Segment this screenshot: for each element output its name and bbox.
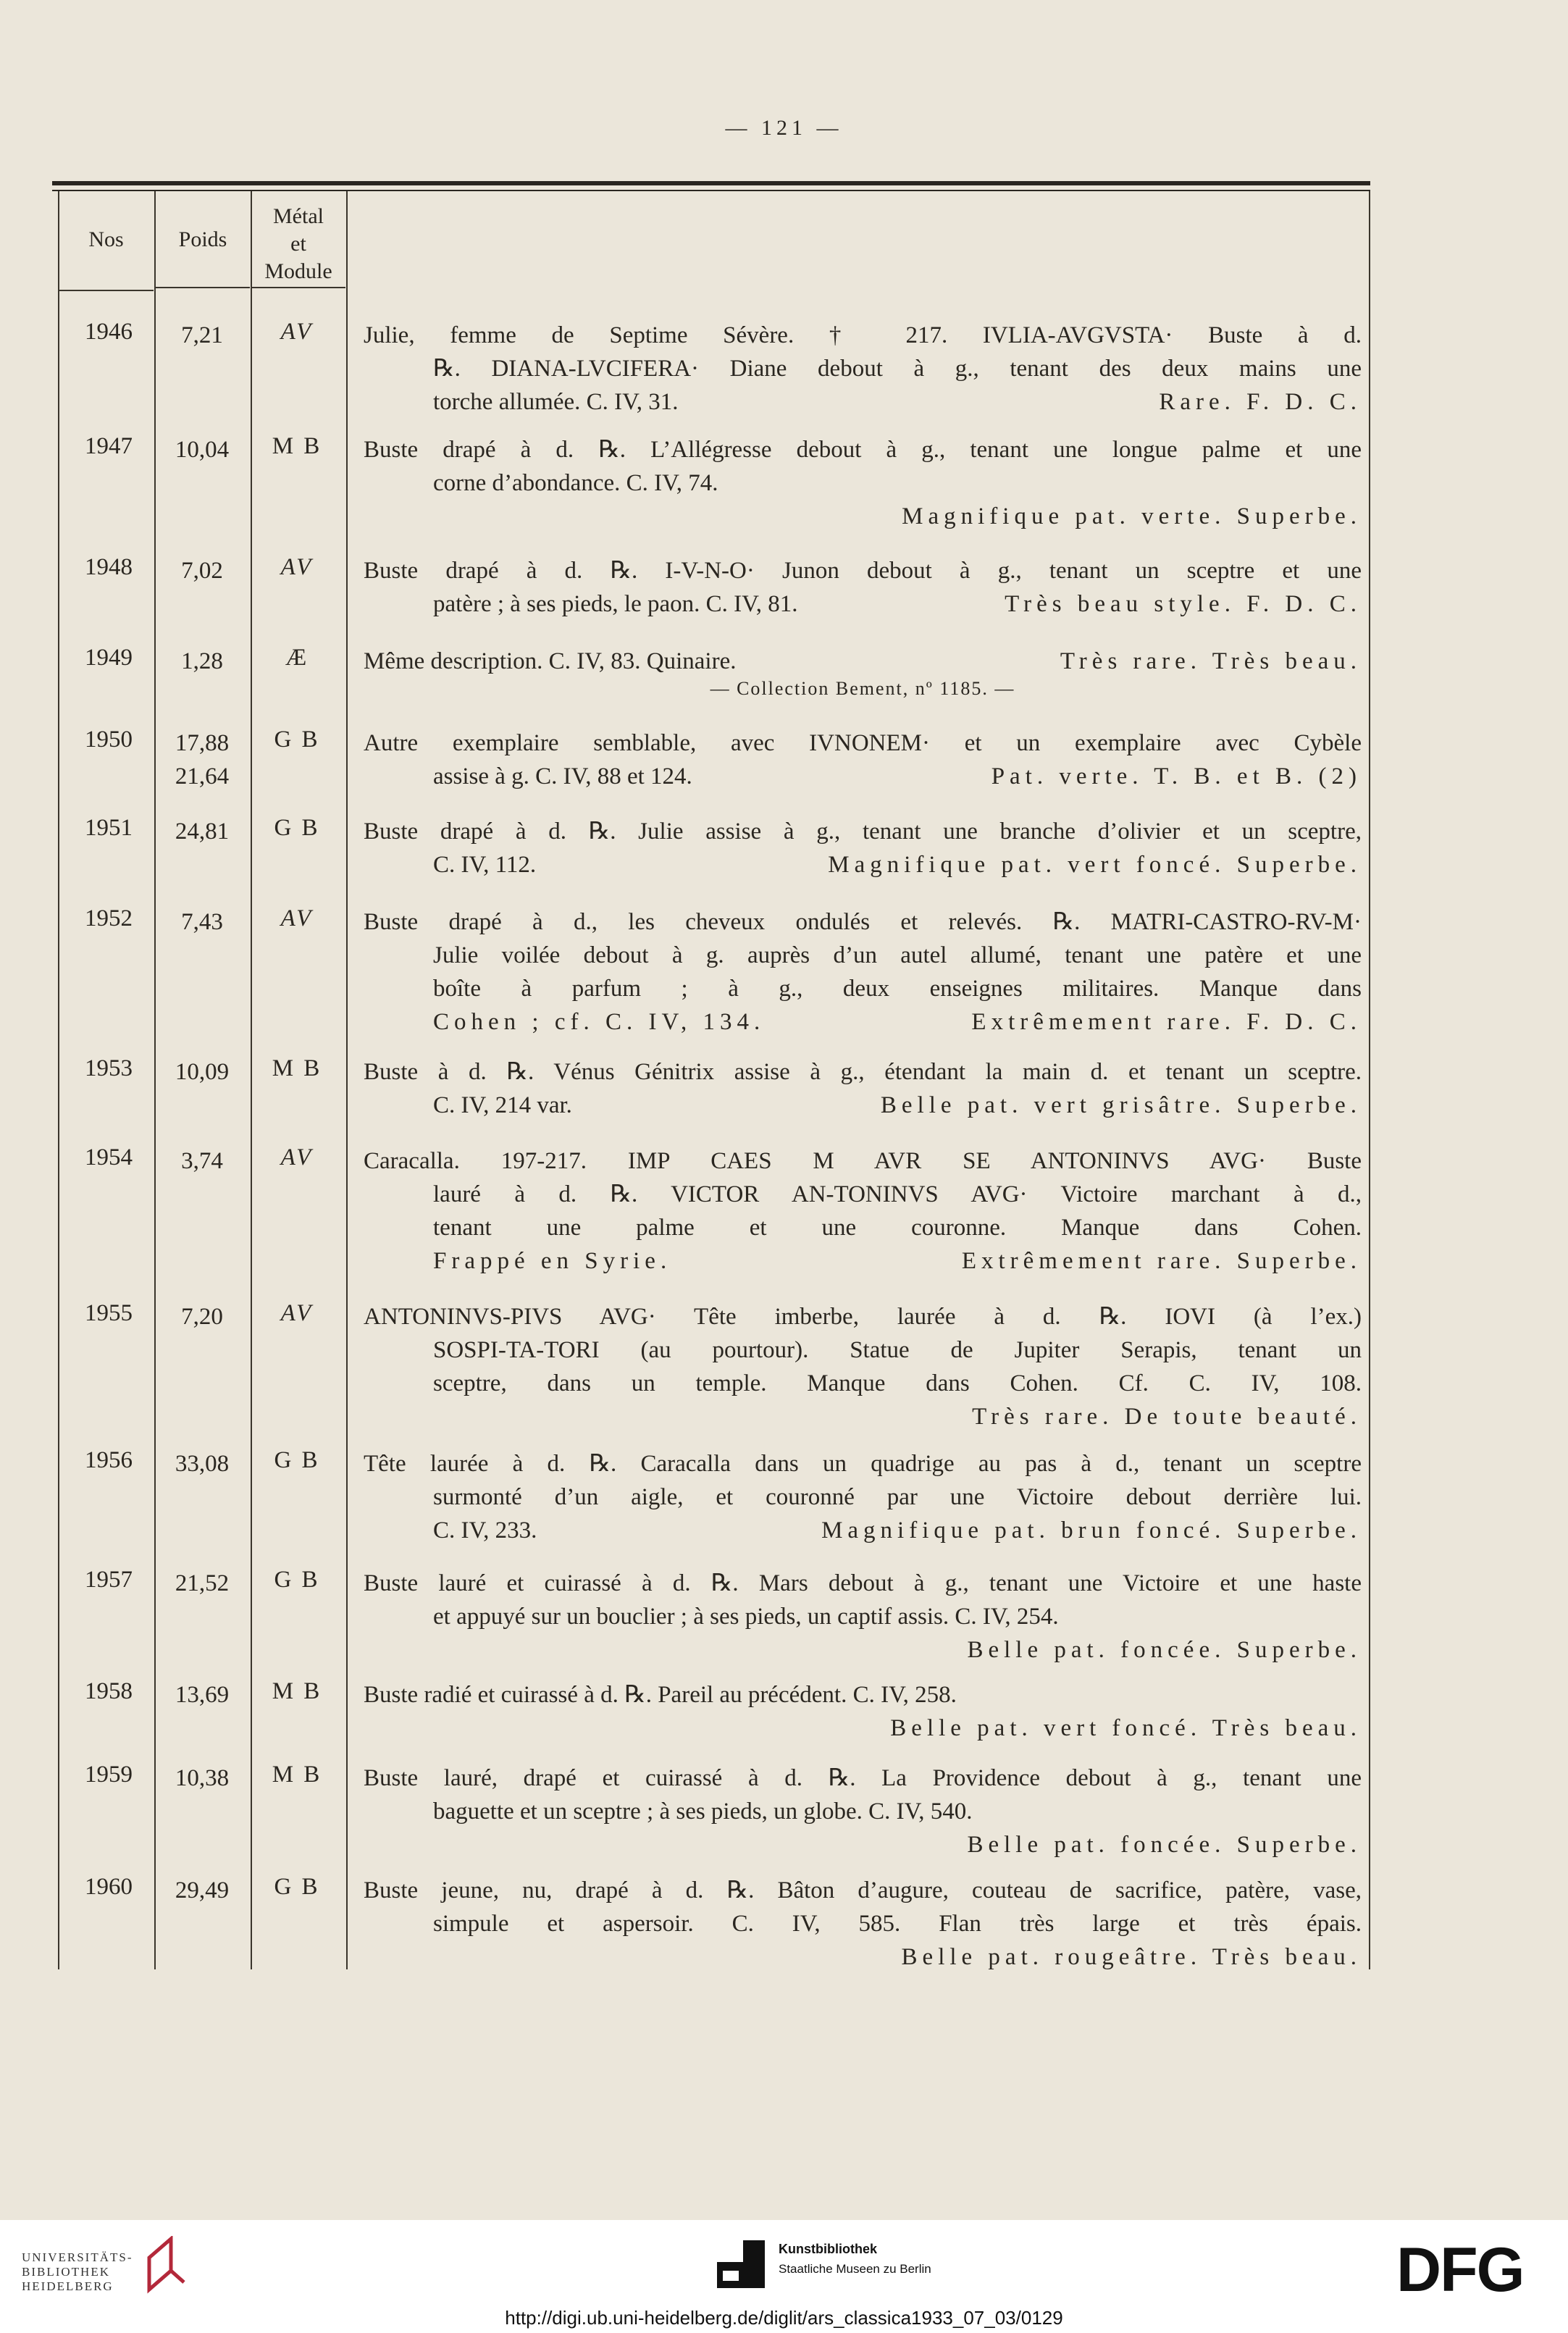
metal: M B [272, 1762, 322, 1788]
weight: 7,43 [181, 909, 223, 935]
weight: 13,69 [175, 1682, 230, 1708]
lot-number: 1953 [85, 1055, 133, 1081]
header-rule [59, 290, 154, 291]
metal: M B [272, 433, 322, 459]
weight: 17,88 21,64 [175, 730, 230, 789]
description: Buste lauré et cuirassé à d. ℞. Mars debout à g., tenant une Victoire et une haste et appuyé sur un bouclier ; à ses pieds, un captif assis. C. IV, 254. Belle pat. foncée. Superbe. [364, 1570, 1362, 1663]
description: Buste lauré, drapé et cuirassé à d. ℞. La Providence debout à g., tenant une baguette et un sceptre ; à ses pieds, un globe. C. IV, 540. Belle pat. foncée. Superbe. [364, 1765, 1362, 1858]
uni-heidelberg-logo: UNIVERSITÄTS- BIBLIOTHEK HEIDELBERG [22, 2250, 133, 2293]
header-poids: Poids [178, 227, 227, 251]
lot-number: 1950 [85, 726, 133, 753]
weight: 10,38 [175, 1765, 230, 1791]
metal: G B [274, 1874, 320, 1900]
lot-number: 1956 [85, 1447, 133, 1473]
kunstbibliothek-subtitle: Staatliche Museen zu Berlin [779, 2262, 931, 2276]
lot-number: 1951 [85, 815, 133, 841]
weight: 7,21 [181, 322, 223, 348]
dfg-logo: DFG [1396, 2235, 1524, 2305]
source-url[interactable]: http://digi.ub.uni-heidelberg.de/diglit/ars_classica1933_07_03/0129 [505, 2307, 1063, 2329]
weight: 24,81 [175, 818, 230, 845]
metal: AV [280, 1300, 314, 1326]
weight: 33,08 [175, 1451, 230, 1477]
column-line [1369, 191, 1370, 1969]
top-rule-thin [52, 190, 1370, 191]
description: Tête laurée à d. ℞. Caracalla dans un quadrige au pas à d., tenant un sceptre surmonté d’un aigle, et couronné par une Victoire debout derrière lui. C. IV, 233. Magnifique pat. brun foncé. Superbe. [364, 1451, 1362, 1544]
lot-number: 1952 [85, 905, 133, 931]
header-nos: Nos [88, 227, 124, 251]
metal: AV [280, 1144, 314, 1170]
description: Caracalla. 197-217. IMP CAES M AVR SE ANTONINVS AVG· Buste lauré à d. ℞. VICTOR AN-TONINVS AVG· Victoire marchant à d., tenant une palme et une couronne. Manque dans Cohen. Frappé en Syrie. Extrêmement rare. Superbe. [364, 1148, 1362, 1274]
metal: M B [272, 1678, 322, 1704]
lot-number: 1960 [85, 1874, 133, 1900]
metal: G B [274, 1567, 320, 1593]
description: Julie, femme de Septime Sévère. † 217. IVLIA-AVGVSTA· Buste à d. ℞. DIANA-LVCIFERA· Diane debout à g., tenant des deux mains une torche allumée. C. IV, 31. Rare. F. D. C. [364, 322, 1362, 415]
description: Buste drapé à d. ℞. L’Allégresse debout à g., tenant une longue palme et une corne d’abondance. C. IV, 74. Magnifique pat. verte. Superbe. [364, 437, 1362, 529]
header-metal: Métal et Module [264, 204, 332, 283]
lot-number: 1954 [85, 1144, 133, 1170]
description: ANTONINVS-PIVS AVG· Tête imberbe, laurée à d. ℞. IOVI (à l’ex.) SOSPI-TA-TORI (au pourtour). Statue de Jupiter Serapis, tenant un sceptre, dans un temple. Manque dans Cohen. Cf. C. IV, 108. Très rare. De toute beauté. [364, 1304, 1362, 1430]
metal: M B [272, 1055, 322, 1081]
page-number: — 121 — [725, 116, 843, 140]
lot-number: 1955 [85, 1300, 133, 1326]
metal: AV [280, 554, 314, 580]
column-line [346, 191, 348, 1969]
description: Buste drapé à d. ℞. I-V-N-O· Junon debout à g., tenant un sceptre et une patère ; à ses pieds, le paon. C. IV, 81. Très beau style. F. D. C. [364, 558, 1362, 617]
weight: 7,20 [181, 1304, 223, 1330]
description: Autre exemplaire semblable, avec IVNONEM· et un exemplaire avec Cybèle assise à g. C. IV, 88 et 124. Pat. verte. T. B. et B. (2) [364, 730, 1362, 789]
lot-number: 1959 [85, 1762, 133, 1788]
weight: 10,04 [175, 437, 230, 463]
lot-number: 1949 [85, 645, 133, 671]
lot-number: 1946 [85, 319, 133, 345]
metal: AV [280, 905, 314, 931]
lot-number: 1947 [85, 433, 133, 459]
kunstbibliothek-icon [717, 2240, 765, 2288]
metal: Æ [285, 645, 309, 671]
weight: 29,49 [175, 1877, 230, 1903]
metal: G B [274, 815, 320, 841]
lot-number: 1948 [85, 554, 133, 580]
lot-number: 1957 [85, 1567, 133, 1593]
description: Buste jeune, nu, drapé à d. ℞. Bâton d’augure, couteau de sacrifice, patère, vase, simpule et aspersoir. C. IV, 585. Flan très large et très épais. Belle pat. rougeâtre. Très beau. [364, 1877, 1362, 1970]
header-rule [156, 287, 250, 288]
metal: G B [274, 1447, 320, 1473]
lot-number: 1958 [85, 1678, 133, 1704]
weight: 3,74 [181, 1148, 223, 1174]
description: Buste drapé à d. ℞. Julie assise à g., tenant une branche d’olivier et un sceptre, C. IV, 112. Magnifique pat. vert foncé. Superbe. [364, 818, 1362, 878]
weight: 7,02 [181, 558, 223, 584]
footer-bar [0, 2220, 1568, 2333]
weight: 1,28 [181, 648, 223, 674]
header-rule [252, 287, 345, 288]
weight: 21,52 [175, 1570, 230, 1596]
description: Même description. C. IV, 83. Quinaire. Très rare. Très beau. — Collection Bement, nº 1185. — [364, 648, 1362, 699]
metal: AV [280, 319, 314, 345]
kunstbibliothek-title: Kunstbibliothek [779, 2242, 877, 2256]
metal: G B [274, 726, 320, 753]
description: Buste radié et cuirassé à d. ℞. Pareil au précédent. C. IV, 258. Belle pat. vert foncé. Très beau. [364, 1682, 1362, 1741]
top-rule [52, 181, 1370, 185]
weight: 10,09 [175, 1059, 230, 1085]
uni-heidelberg-icon [142, 2236, 188, 2294]
description: Buste à d. ℞. Vénus Génitrix assise à g., étendant la main d. et tenant un sceptre. C. IV, 214 var. Belle pat. vert grisâtre. Superbe. [364, 1059, 1362, 1118]
description: Buste drapé à d., les cheveux ondulés et relevés. ℞. MATRI-CASTRO-RV-M· Julie voilée debout à g. auprès d’un autel allumé, tenant une patère et une boîte à parfum ; à g., deux enseignes militaires. Manque dans Cohen ; cf. C. IV, 134. Extrêmement rare. F. D. C. [364, 909, 1362, 1035]
